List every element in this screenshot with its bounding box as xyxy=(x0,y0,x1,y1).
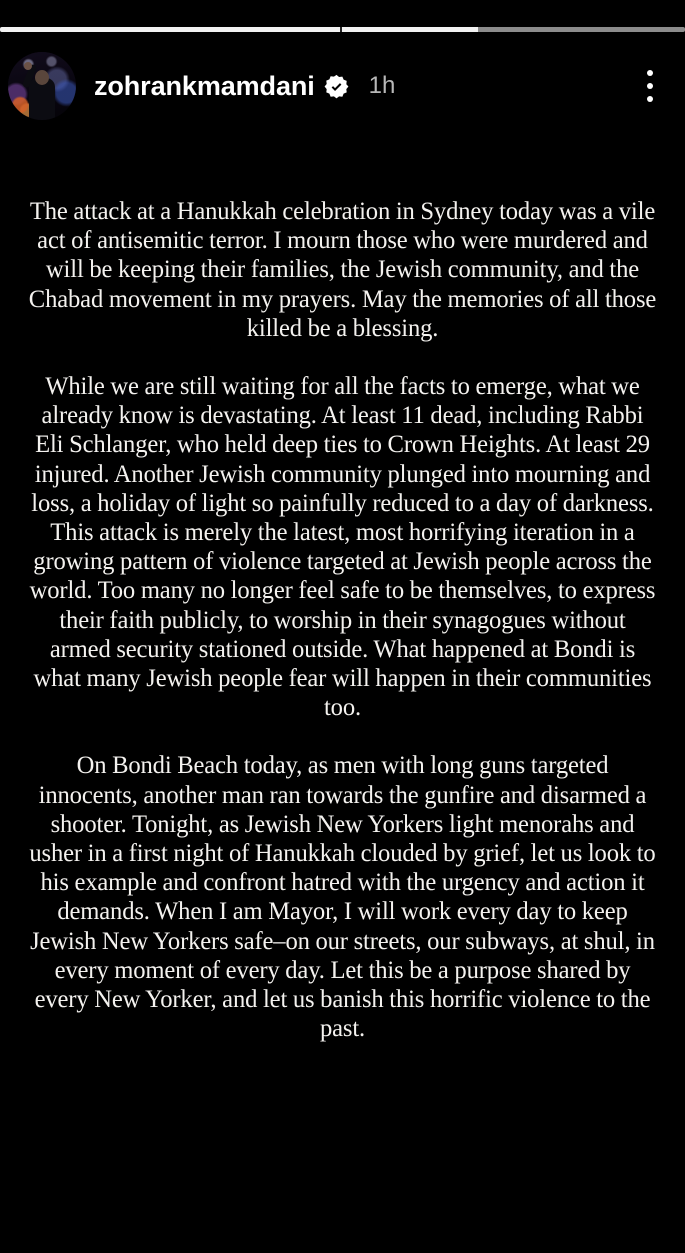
avatar-head xyxy=(35,70,49,85)
story-timestamp: 1h xyxy=(368,72,396,99)
account-info[interactable] xyxy=(94,71,395,102)
verified-badge-icon xyxy=(324,74,349,99)
menu-dot xyxy=(647,96,653,102)
story-progress-remaining xyxy=(478,27,685,32)
avatar[interactable] xyxy=(8,52,76,120)
story-progress-bar[interactable] xyxy=(0,27,685,32)
story-progress-filled xyxy=(0,27,478,32)
story-paragraph: The attack at a Hanukkah celebration in Sydney today was a vile act of antisemitic terror. I mourn those who were murdered and will be keeping their families, the Jewish community, and the Chabad movement in my prayers. May the memories of all those killed be a blessing. xyxy=(28,196,657,342)
story-paragraph: While we are still waiting for all the facts to emerge, what we already know is devastating. At least 11 dead, including Rabbi Eli Schlanger, who held deep ties to Crown Heights. At least 29 injured. Another Jewish community plunged into mourning and loss, a holiday of light so painfully reduced to a day of darkness. This attack is merely the latest, most horrifying iteration in a growing pattern of violence targeted at Jewish people across the world. Too many no longer feel safe to be themselves, to express their faith publicly, to worship in their synagogues without armed security stationed outside. What happened at Bondi is what many Jewish people fear will happen in their communities too. xyxy=(29,371,656,722)
story-paragraph: On Bondi Beach today, as men with long guns targeted innocents, another man ran towards the gunfire and disarmed a shooter. Tonight, as Jewish New Yorkers light menorahs and usher in a first night of Hanukkah clouded by grief, let us look to his example and confront hatred with the urgency and action it demands. When I am Mayor, I will work every day to keep Jewish New Yorkers safe–on our streets, our subways, at shul, in every moment of every day. Let this be a purpose shared by every New Yorker, and let us banish this horrific violence to the past. xyxy=(29,750,656,1043)
menu-dot xyxy=(647,70,653,76)
story-progress-tick xyxy=(340,26,342,33)
username-label[interactable]: zohrankmamdani xyxy=(94,70,315,101)
kebab-menu-icon[interactable] xyxy=(633,64,667,108)
menu-dot xyxy=(647,83,653,89)
avatar-hand xyxy=(24,62,32,70)
story-header xyxy=(0,46,685,126)
story-text-content xyxy=(0,196,685,1042)
